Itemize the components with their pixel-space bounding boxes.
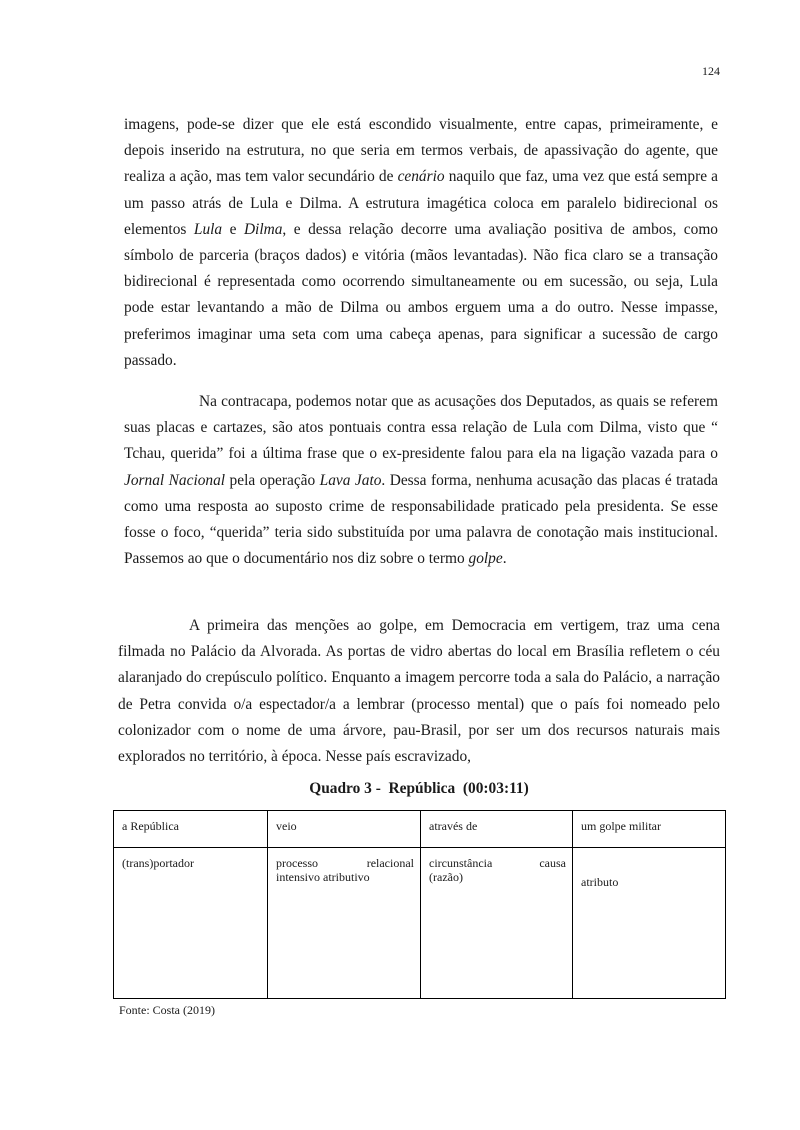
table-header-cell: veio [268,811,421,848]
italic-term-lava-jato: Lava Jato [319,471,382,489]
italic-term-dilma: Dilma [243,220,283,238]
table-cell [268,848,421,999]
table-header-cell: um golpe militar [573,811,726,848]
paragraph-text: . Dessa forma, nenhuma acusação das placas é tratada como uma resposta ao suposto crime de responsabilidade praticado pela presidenta. Se esse fosse o foco, “querida” teria sido substituída por uma palavra de conotação mais institucional. Passemos ao que o documentário nos diz sobre o termo [124,471,718,568]
table-cell [421,848,573,999]
cell-line: atributo [581,875,619,889]
body-paragraph-3: A primeira das menções ao golpe, em Democracia em vertigem, traz uma cena filmada no Palácio da Alvorada. As portas de vidro abertas do local em Brasília refletem o céu alaranjado do crepúsculo político. Enquanto a imagem percorre toda a sala do Palácio, a narração de Petra convida o/a espectador/a a lembrar (processo mental) que o país foi nomeado pelo colonizador com o nome de uma árvore, pau-Brasil, por ser um dos recursos naturais mais explorados no território, à época. Nesse país escravizado, [118,617,720,766]
paragraph-text: imagens, pode-se dizer que ele está escondido visualmente, entre capas, primeiramente, e depois inserido na estrutura, no que seria em termos verbais, de apassivação do agente, que realiza a ação, mas tem valor secundário de [124,116,718,186]
cell-line: (razão) [429,870,463,884]
table-cell: (trans)portador [114,848,268,999]
paragraph-text: naquilo que faz, uma vez que está sempre a um passo atrás de Lula e Dilma. A estrutura imagética coloca em paralelo bidirecional os elementos [124,168,718,238]
cell-line: intensivo atributivo [276,870,370,884]
table-caption: Quadro 3 - República (00:03:11) [309,780,529,797]
paragraph-text: pela operação [225,471,320,489]
table-source: Fonte: Costa (2019) [119,1003,215,1017]
italic-term-cenario: cenário [397,168,445,186]
analysis-table [113,810,726,999]
italic-term-golpe: golpe [468,550,503,568]
paragraph-text: , e dessa relação decorre uma avaliação positiva de ambos, como símbolo de parceria (braços dados) e vitória (mãos levantadas). Não fica claro se a transação bidirecional é representada como ocorrendo simultaneamente ou em sucessão, ou seja, Lula pode estar levantando a mão de Dilma ou ambos erguem uma a do outro. Nesse impasse, preferimos imaginar uma seta com uma cabeça apenas, para significar a sucessão de cargo passado. [124,220,718,369]
cell-line: processo relacional [276,856,414,870]
paragraph-text: e [222,220,244,238]
italic-term-jornal-nacional: Jornal Nacional [124,471,226,489]
table-header-cell: a República [114,811,268,848]
paragraph-text: Na contracapa, podemos notar que as acusações dos Deputados, as quais se referem suas placas e cartazes, são atos pontuais contra essa relação de Lula com Dilma, visto que “ Tchau, querida” foi a última frase que o ex-presidente falou para ela na ligação vazada para o [124,393,718,463]
table-cell [573,848,726,999]
body-paragraph-2 [124,389,718,572]
table-header-row [114,811,726,848]
body-paragraph-1 [124,112,718,374]
page-number: 124 [702,64,720,78]
cell-line: circunstância causa [429,856,566,870]
table-header-cell: através de [421,811,573,848]
table-row [114,848,726,999]
italic-term-lula: Lula [193,220,223,238]
paragraph-text: . [502,550,507,568]
